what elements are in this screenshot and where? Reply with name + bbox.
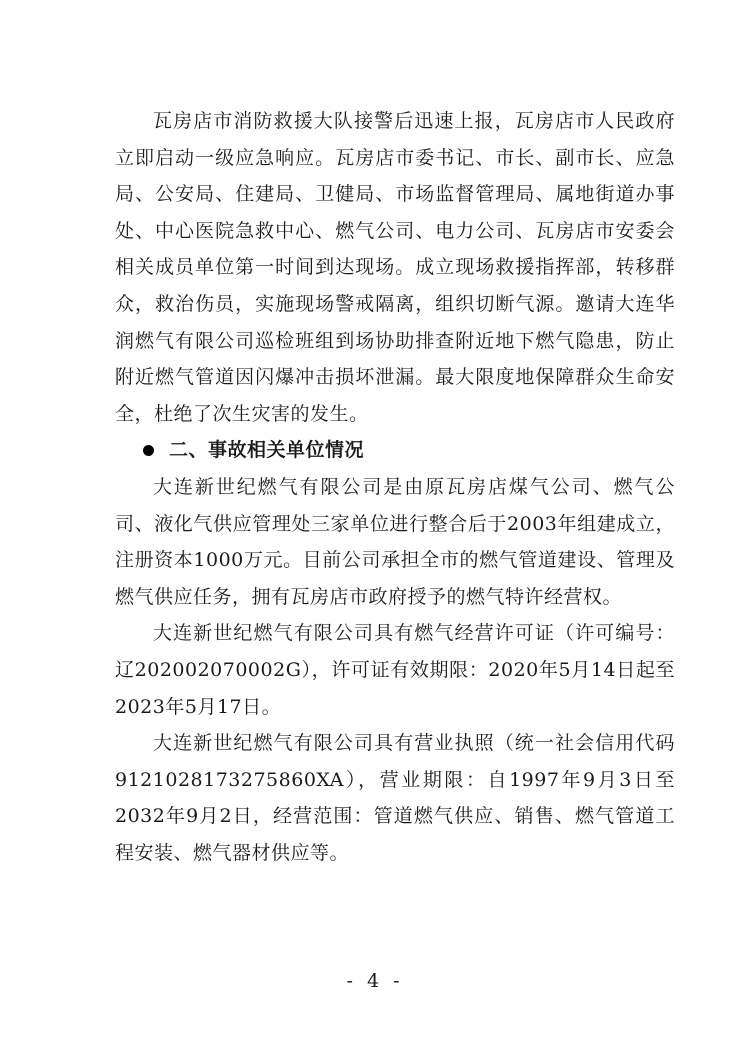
section-heading-text: 二、事故相关单位情况 bbox=[169, 439, 365, 462]
page-number: - 4 - bbox=[346, 970, 404, 992]
paragraph-emergency-response: 瓦房店市消防救援大队接警后迅速上报，瓦房店市人民政府立即启动一级应急响应。瓦房店市委书记、市长、副市长、应急局、公安局、住建局、卫健局、市场监督管理局、属地街道办事处、中心医院急救中心、燃气公司、电力公司、瓦房店市安委会相关成员单位第一时间到达现场。成立现场救援指挥部，转移群众，救治伤员，实施现场警戒隔离，组织切断气源。邀请大连华润燃气有限公司巡检班组到场协助排查附近地下燃气隐患，防止附近燃气管道因闪爆冲击损坏泄漏。最大限度地保障群众生命安全，杜绝了次生灾害的发生。 bbox=[115, 110, 675, 425]
paragraph-gas-license: 大连新世纪燃气有限公司具有燃气经营许可证（许可编号：辽202002070002G），许可证有效期限：2020年5月14日起至2023年5月17日。 bbox=[115, 622, 675, 718]
section-heading bbox=[115, 432, 675, 469]
document-body bbox=[115, 103, 675, 871]
paragraph-company-overview: 大连新世纪燃气有限公司是由原瓦房店煤气公司、燃气公司、液化气供应管理处三家单位进行整合后于2003年组建成立，注册资本1000万元。目前公司承担全市的燃气管道建设、管理及燃气供应任务，拥有瓦房店市政府授予的燃气特许经营权。 bbox=[115, 475, 675, 608]
paragraph-business-license: 大连新世纪燃气有限公司具有营业执照（统一社会信用代码9121028173275860XA），营业期限：自1997年9月3日至2032年9月2日，经营范围：管道燃气供应、销售、燃气管道工程安装、燃气器材供应等。 bbox=[115, 732, 675, 864]
